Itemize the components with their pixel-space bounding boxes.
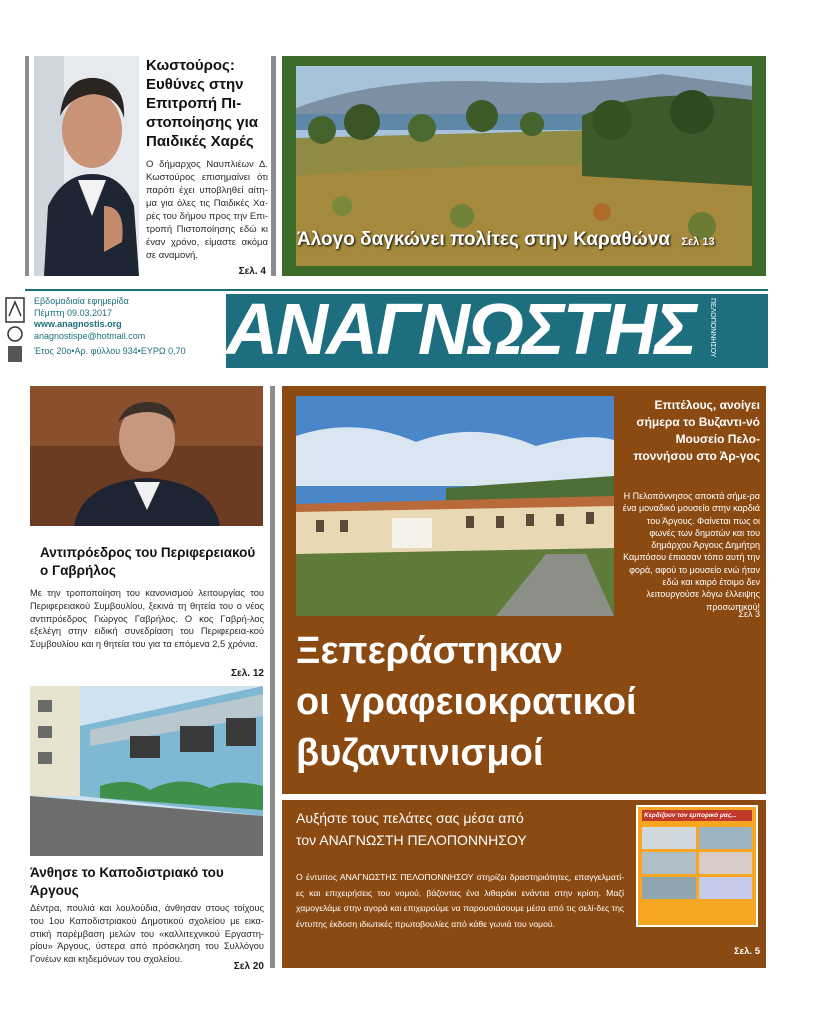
postal-emblem-icon xyxy=(4,296,28,366)
advert-thumb-image xyxy=(642,827,696,849)
masthead-logo-subtext: ΠΕΛΟΠΟΝΝΗΣΟΥ xyxy=(709,298,716,358)
portrait-photo-gavrilos xyxy=(30,386,263,526)
portrait-photo-kostouros xyxy=(34,56,139,276)
main-article-headline xyxy=(296,626,762,779)
main-headline-line-3: βυζαντινισμοί xyxy=(296,732,544,774)
bottom-left-article-body: Δέντρα, πουλιά και λουλούδια, άνθησαν στους τοίχους του 1ου Καποδιστριακού Δημοτικού σχολείου με εικα-στική παρέμβαση μελών του «καλλιτεχνικού Εργαστη-ρίου» Άργους, ύστερα από πρόσκληση του Συλλόγου Γονέων και κηδεμόνων του σχολείου. xyxy=(30,903,264,965)
advert-body: Ο έντυπος ΑΝΑΓΝΩΣΤΗΣ ΠΕΛΟΠΟΝΝΗΣΟΥ στηρίζει δραστηριότητες, επαγγελματί-ες και επιχειρήσεις του νομού, βάζοντας ένα λιθαράκι ενάντια στην κρίση. Μαζί χαμογελάμε στην αγορά και επιχειρούμε να παρουσιάσουμε μέσα από τις σελί-δες της έντυπης έκδοση ιδιωτικές πρωτοβουλίες από κάθε γωνιά του νομού. xyxy=(296,872,624,929)
masthead-date: Πέμπτη 09.03.2017 xyxy=(34,307,113,318)
main-headline-line-1: Ξεπεράστηκαν xyxy=(296,630,564,672)
top-banner-headline-text: Άλογο δαγκώνει πολίτες στην Καραθώνα xyxy=(297,229,671,250)
advert-title xyxy=(296,807,626,851)
main-headline-line-2: οι γραφειοκρατικοί xyxy=(296,681,637,723)
top-banner-page-ref: Σελ 13 xyxy=(681,236,715,248)
advert-thumbnail-title: Κερδίζουν τον εμπορικό μας... xyxy=(642,810,752,821)
advert-thumb-image xyxy=(642,852,696,874)
museum-photo xyxy=(296,396,614,616)
divider-bar xyxy=(270,386,275,968)
masthead-frequency: Εβδομαδιαία εφημερίδα xyxy=(34,296,129,306)
advert-thumb-image xyxy=(699,877,753,899)
top-left-article-title: Κωστούρος: Ευθύνες στην Επιτροπή Πι-στοποίησης για Παιδικές Χαρές xyxy=(146,57,258,150)
bottom-left-page-ref: Σελ 20 xyxy=(233,961,264,972)
advert-title-line-1: Αυξήστε τους πελάτες σας μέσα από xyxy=(296,810,524,826)
masthead-logo xyxy=(226,294,768,368)
top-left-page-ref: Σελ. 4 xyxy=(238,266,266,277)
top-left-article-body: Ο δήμαρχος Ναυπλιέων Δ. Κωστούρος επισημαίνει ότι παρότι έχει υποβληθεί αίτη-μα για όλες τις Παιδικές Χα-ρές του δήμου προς την Επι-τροπή Πιστοποίησης εδώ κι έναν χρόνο, είμαστε ακόμα σε αναμονή. xyxy=(146,159,268,261)
bottom-left-article-title: Άνθησε το Καποδιστριακό του Άργους xyxy=(30,865,224,898)
advert-thumb-image xyxy=(699,852,753,874)
advert-thumb-image xyxy=(699,827,753,849)
divider-bar xyxy=(271,56,276,276)
advert-thumbnail-grid xyxy=(642,827,752,899)
advert-thumbnail xyxy=(636,805,758,927)
advert-title-line-2: τον ΑΝΑΓΝΩΣΤΗ ΠΕΛΟΠΟΝΝΗΣΟΥ xyxy=(296,832,527,848)
advert-page-ref: Σελ. 5 xyxy=(733,946,760,957)
school-mural-photo xyxy=(30,686,263,856)
advert-thumb-image xyxy=(642,877,696,899)
main-article-side-title: Επιτέλους, ανοίγει σήμερα το Βυζαντι-νό Μουσείο Πελο-ποννήσου στο Άρ-γος xyxy=(633,398,760,463)
masthead-info xyxy=(34,296,224,358)
masthead-logo-text: ΑΝΑΓΝΩΣΤΗΣ xyxy=(226,294,696,368)
middle-left-article-title: Αντιπρόεδρος του Περιφερειακού ο Γαβρήλος xyxy=(40,545,256,578)
masthead-website[interactable]: www.anagnostis.org xyxy=(34,319,122,329)
middle-left-article-body: Με την τροποποίηση του κανονισμού λειτουργίας του Περιφερειακού Συμβουλίου, ξεκινά τη θητεία του ο νέος αντιπρόεδρος Γιώργος Γαβρήλος. Ο κος Γαβρή-λος εξελέγη στην ειδική συνεδρίαση του Περιφερεια-κού Συμβουλίου και η θητεία του για τα επόμενα 2,5 χρόνια. xyxy=(30,588,264,650)
masthead-top-rule xyxy=(25,289,768,291)
masthead-email[interactable]: anagnostispe@hotmail.com xyxy=(34,330,146,341)
masthead-issue-info: Έτος 20ο•Αρ. φύλλου 934•ΕΥΡΩ 0,70 xyxy=(34,346,186,356)
main-article-side-body: Η Πελοπόννησος αποκτά σήμε-ρα ένα μοναδικό μουσείο στην καρδιά του Άργους. Φαίνεται πως οι φωνές των δημοτών και του δημάρχου Άργους Δημήτρη Καμπόσου έπιασαν τόπο αυτή την φορά, αφού το μουσείο ενώ ήταν εδώ και καιρό έτοιμο δεν λειτουργούσε λόγω έλλειψης προσωπικού! xyxy=(622,491,760,612)
main-article-side-page-ref: Σελ 3 xyxy=(738,609,760,619)
divider-bar xyxy=(25,56,29,276)
top-banner-headline xyxy=(297,229,757,251)
middle-left-page-ref: Σελ. 12 xyxy=(231,668,264,679)
